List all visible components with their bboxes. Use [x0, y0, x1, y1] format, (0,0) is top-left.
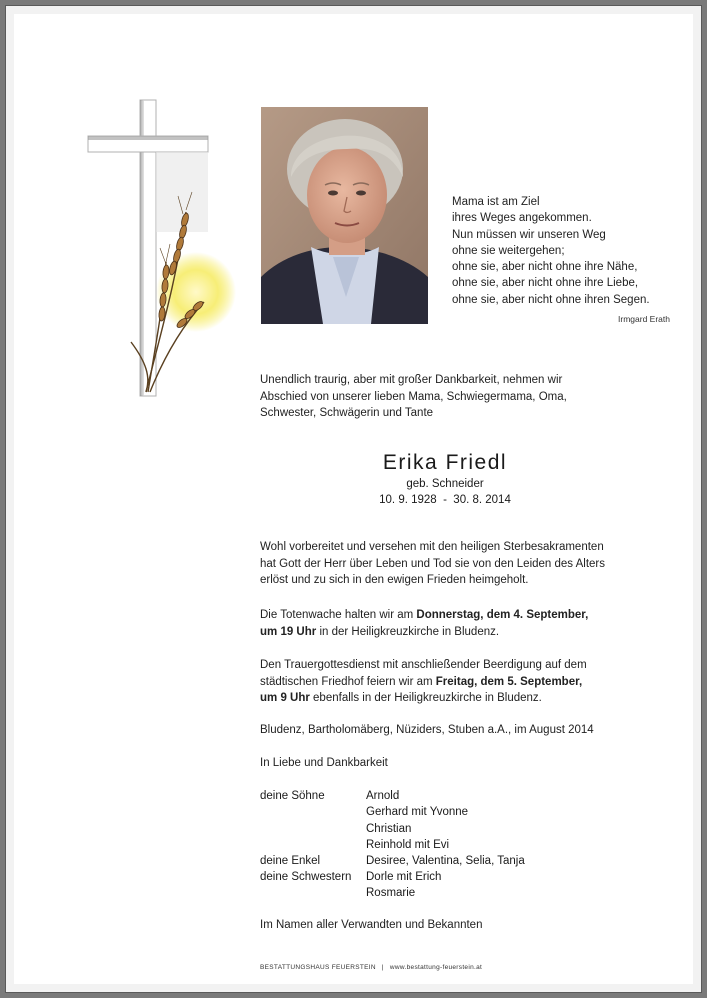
closing	[260, 917, 660, 934]
poem-line: ihres Weges angekommen.	[452, 212, 592, 225]
wake-location: in der Heiligkreuzkirche in Bludenz.	[316, 625, 500, 638]
deceased-name: Erika Friedl	[382, 451, 508, 474]
wake-line-2	[260, 624, 660, 641]
in-love	[260, 755, 660, 772]
intro-line: Abschied von unserer lieben Mama, Schwiegermama, Oma,	[260, 390, 567, 403]
wake-paragraph	[260, 607, 660, 640]
birth-name: geb. Schneider	[406, 478, 484, 490]
grandchildren-names: Desiree, Valentina, Selia, Tanja	[366, 855, 525, 867]
funeral-line-2	[260, 674, 660, 691]
funeral-location: ebenfalls in der Heiligkreuzkirche in Bludenz.	[309, 692, 542, 704]
poem-line: ohne sie, aber nicht ohne ihren Segen.	[452, 293, 650, 306]
sister-name: Rosmarie	[366, 887, 416, 900]
son-name: Arnold	[366, 790, 400, 802]
intro-line: Unendlich traurig, aber mit großer Dankbarkeit, nehmen wir	[260, 374, 563, 386]
son-name: Christian	[366, 822, 412, 835]
sons-names	[366, 788, 468, 853]
paragraph-line: hat Gott der Herr über Leben und Tod sie von den Leiden des Alters	[260, 557, 606, 570]
funeral-date: Freitag, dem 5. September,	[435, 675, 583, 688]
place-date	[260, 722, 660, 739]
deceased-block	[260, 450, 630, 508]
funeral-paragraph	[260, 657, 660, 707]
sisters-label: deine Schwestern	[260, 871, 352, 883]
in-love-text: In Liebe und Dankbarkeit	[260, 757, 388, 769]
paragraph-line: erlöst und zu sich in den ewigen Frieden heimgeholt.	[260, 574, 529, 586]
wake-line-1	[260, 607, 660, 624]
poem-line: Nun müssen wir unseren Weg	[452, 228, 606, 241]
funeral-pre: städtischen Friedhof feiern wir am	[260, 675, 436, 688]
sacraments-paragraph	[260, 539, 660, 589]
son-name: Gerhard mit Yvonne	[366, 806, 469, 819]
place-date-text: Bludenz, Bartholomäberg, Nüziders, Stuben a.A., im August 2014	[260, 724, 594, 736]
footer	[260, 964, 482, 971]
funeral-line-1: Den Trauergottesdienst mit anschließender Beerdigung auf dem	[260, 659, 587, 671]
paragraph-line: Wohl vorbereitet und versehen mit den heiligen Sterbesakramenten	[260, 541, 604, 553]
poem-line: ohne sie, aber nicht ohne ihre Nähe,	[452, 261, 638, 274]
grandchildren-label: deine Enkel	[260, 855, 321, 867]
intro-text	[260, 372, 630, 422]
intro-line: Schwester, Schwägerin und Tante	[260, 407, 434, 419]
wake-date: Donnerstag, dem 4. September,	[416, 609, 589, 621]
sons-label: deine Söhne	[260, 790, 325, 802]
poem-line: Mama ist am Ziel	[452, 196, 540, 208]
poem-author: Irmgard Erath	[618, 314, 670, 324]
obituary-card	[14, 14, 693, 984]
cross-wheat-icon	[86, 92, 256, 412]
poem	[452, 194, 672, 308]
sisters-names	[366, 869, 441, 902]
footer-separator: |	[381, 964, 384, 971]
sister-name: Dorle mit Erich	[366, 871, 442, 883]
wake-pre: Die Totenwache halten wir am	[260, 609, 417, 621]
company-website[interactable]: www.bestattung-feuerstein.at	[389, 964, 483, 971]
closing-text: Im Namen aller Verwandten und Bekannten	[260, 919, 483, 931]
funeral-line-3	[260, 690, 660, 707]
company-name: BESTATTUNGSHAUS FEUERSTEIN	[260, 964, 376, 971]
son-name: Reinhold mit Evi	[366, 838, 450, 851]
portrait-photo	[261, 107, 428, 324]
wake-time: um 19 Uhr	[260, 625, 317, 638]
life-dates: 10. 9. 1928 - 30. 8. 2014	[379, 494, 511, 506]
poem-line: ohne sie weitergehen;	[452, 244, 565, 257]
page-frame	[5, 5, 702, 993]
poem-line: ohne sie, aber nicht ohne ihre Liebe,	[452, 277, 639, 290]
funeral-time: um 9 Uhr	[260, 692, 310, 704]
